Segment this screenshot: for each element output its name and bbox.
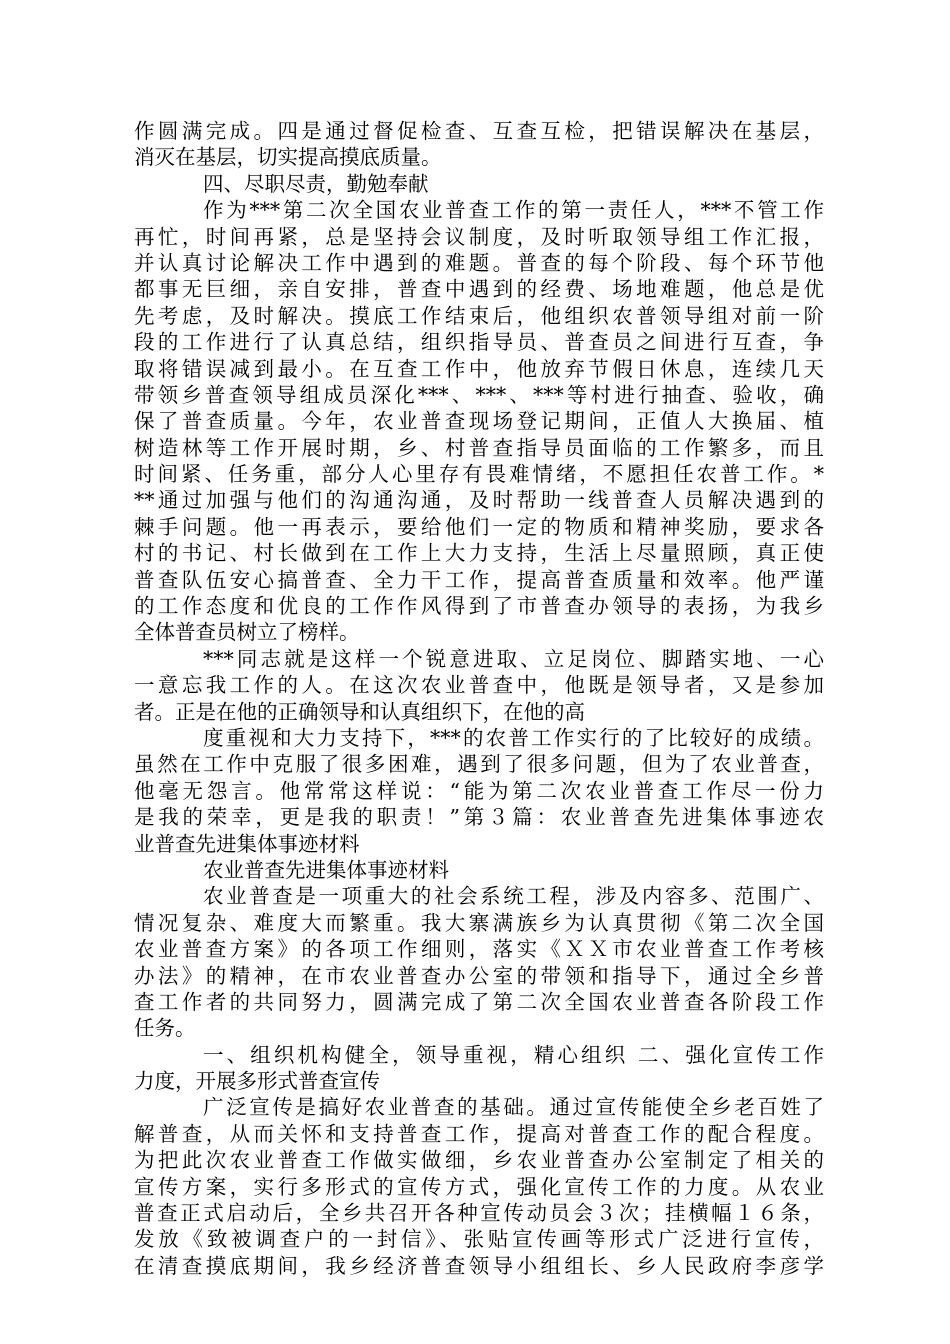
section-title: 农业普查先进集体事迹材料 [203,857,449,882]
paragraph-start: ***同志就是这样一个锐意进取、立足岗位、脚踏实地、一心 [203,646,824,671]
section-heading: 四、尽职尽责，勤勉奉献 [203,171,429,196]
text-line: 再忙，时间再紧，总是坚持会议制度，及时听取领导组工作汇报， [134,224,824,249]
text-line: 发放《致被调查户的一封信》、张贴宣传画等形式广泛进行宣传， [134,1227,824,1252]
paragraph-start: 度重视和大力支持下，***的农普工作实行的了比较好的成绩。 [203,725,824,750]
text-line: **通过加强与他们的沟通沟通，及时帮助一线普查人员解决遇到的 [134,488,824,513]
text-line: 情况复杂、难度大而繁重。我大寨满族乡为认真贯彻《第二次全国 [134,910,824,935]
paragraph-start: 作为***第二次全国农业普查工作的第一责任人，***不管工作 [203,198,824,223]
text-line: 在清查摸底期间，我乡经济普查领导小组组长、乡人民政府李彦学 [134,1253,824,1278]
text-line: 查工作者的共同努力，圆满完成了第二次全国农业普查各阶段工作 [134,989,824,1014]
text-line: 段的工作进行了认真总结，组织指导员、普查员之间进行互查，争 [134,330,824,355]
text-line: 办法》的精神，在市农业普查办公室的带领和指导下，通过全乡普 [134,963,824,988]
text-line: 村的书记、村长做到在工作上大力支持，生活上尽量照顾，真正使 [134,541,824,566]
text-line: 普查正式启动后，全乡共召开各种宣传动员会３次；挂横幅１６条， [134,1201,824,1226]
text-line: 力度，开展多形式普查宣传 [134,1069,380,1094]
paragraph-start: 农业普查是一项重大的社会系统工程，涉及内容多、范围广、 [203,884,824,909]
text-line: 先考虑，及时解决。摸底工作结束后，他组织农普领导组对前一阶 [134,303,824,328]
text-line: 时间紧、任务重，部分人心里存有畏难情绪，不愿担任农普工作。* [134,462,824,487]
text-line: 带领乡普查领导组成员深化***、***、***等村进行抽查、验收，确 [134,382,824,407]
text-line: 是我的荣幸，更是我的职责！”第３篇：农业普查先进集体事迹农 [134,805,824,830]
text-line: 一意忘我工作的人。在这次农业普查中，他既是领导者，又是参加 [134,673,824,698]
text-line: 解普查，从而关怀和支持普查工作，提高对普查工作的配合程度。 [134,1121,824,1146]
section-heading: 一、组织机构健全，领导重视，精心组织 二、强化宣传工作 [203,1042,824,1067]
text-line: 农业普查方案》的各项工作细则，落实《ＸＸ市农业普查工作考核 [134,937,824,962]
text-line: 保了普查质量。今年，农业普查现场登记期间，正值人大换届、植 [134,409,824,434]
text-line: 的工作态度和优良的工作作风得到了市普查办领导的表扬，为我乡 [134,594,824,619]
text-line: 取将错误减到最小。在互查工作中，他放弃节假日休息，连续几天 [134,356,824,381]
text-line: 普查队伍安心搞普查、全力干工作，提高普查质量和效率。他严谨 [134,567,824,592]
body-text [134,118,824,1279]
text-line: 都事无巨细，亲自安排，普查中遇到的经费、场地难题，他总是优 [134,277,824,302]
text-line: 他毫无怨言。他常常这样说：“能为第二次农业普查工作尽一份力 [134,778,824,803]
text-line: 作圆满完成。四是通过督促检查、互查互检，把错误解决在基层， [134,119,824,143]
text-line: 宣传方案，实行多形式的宣传方式，强化宣传工作的力度。从农业 [134,1174,824,1199]
text-line: 业普查先进集体事迹材料 [134,831,360,856]
text-line: 树造林等工作开展时期，乡、村普查指导员面临的工作繁多，而且 [134,435,824,460]
text-line: 虽然在工作中克服了很多困难，遇到了很多问题，但为了农业普查， [134,752,824,777]
text-line: 为把此次农业普查工作做实做细，乡农业普查办公室制定了相关的 [134,1148,824,1173]
text-line: 并认真讨论解决工作中遇到的难题。普查的每个阶段、每个环节他 [134,250,824,275]
text-line: 消灭在基层，切实提高摸底质量。 [134,145,442,170]
text-line: 全体普查员树立了榜样。 [134,620,360,645]
paragraph-start: 广泛宣传是搞好农业普查的基础。通过宣传能使全乡老百姓了 [203,1095,824,1120]
text-line: 任务。 [134,1016,196,1041]
text-line: 者。正是在他的正确领导和认真组织下，在他的高 [134,699,585,724]
text-line: 棘手问题。他一再表示，要给他们一定的物质和精神奖励，要求各 [134,514,824,539]
